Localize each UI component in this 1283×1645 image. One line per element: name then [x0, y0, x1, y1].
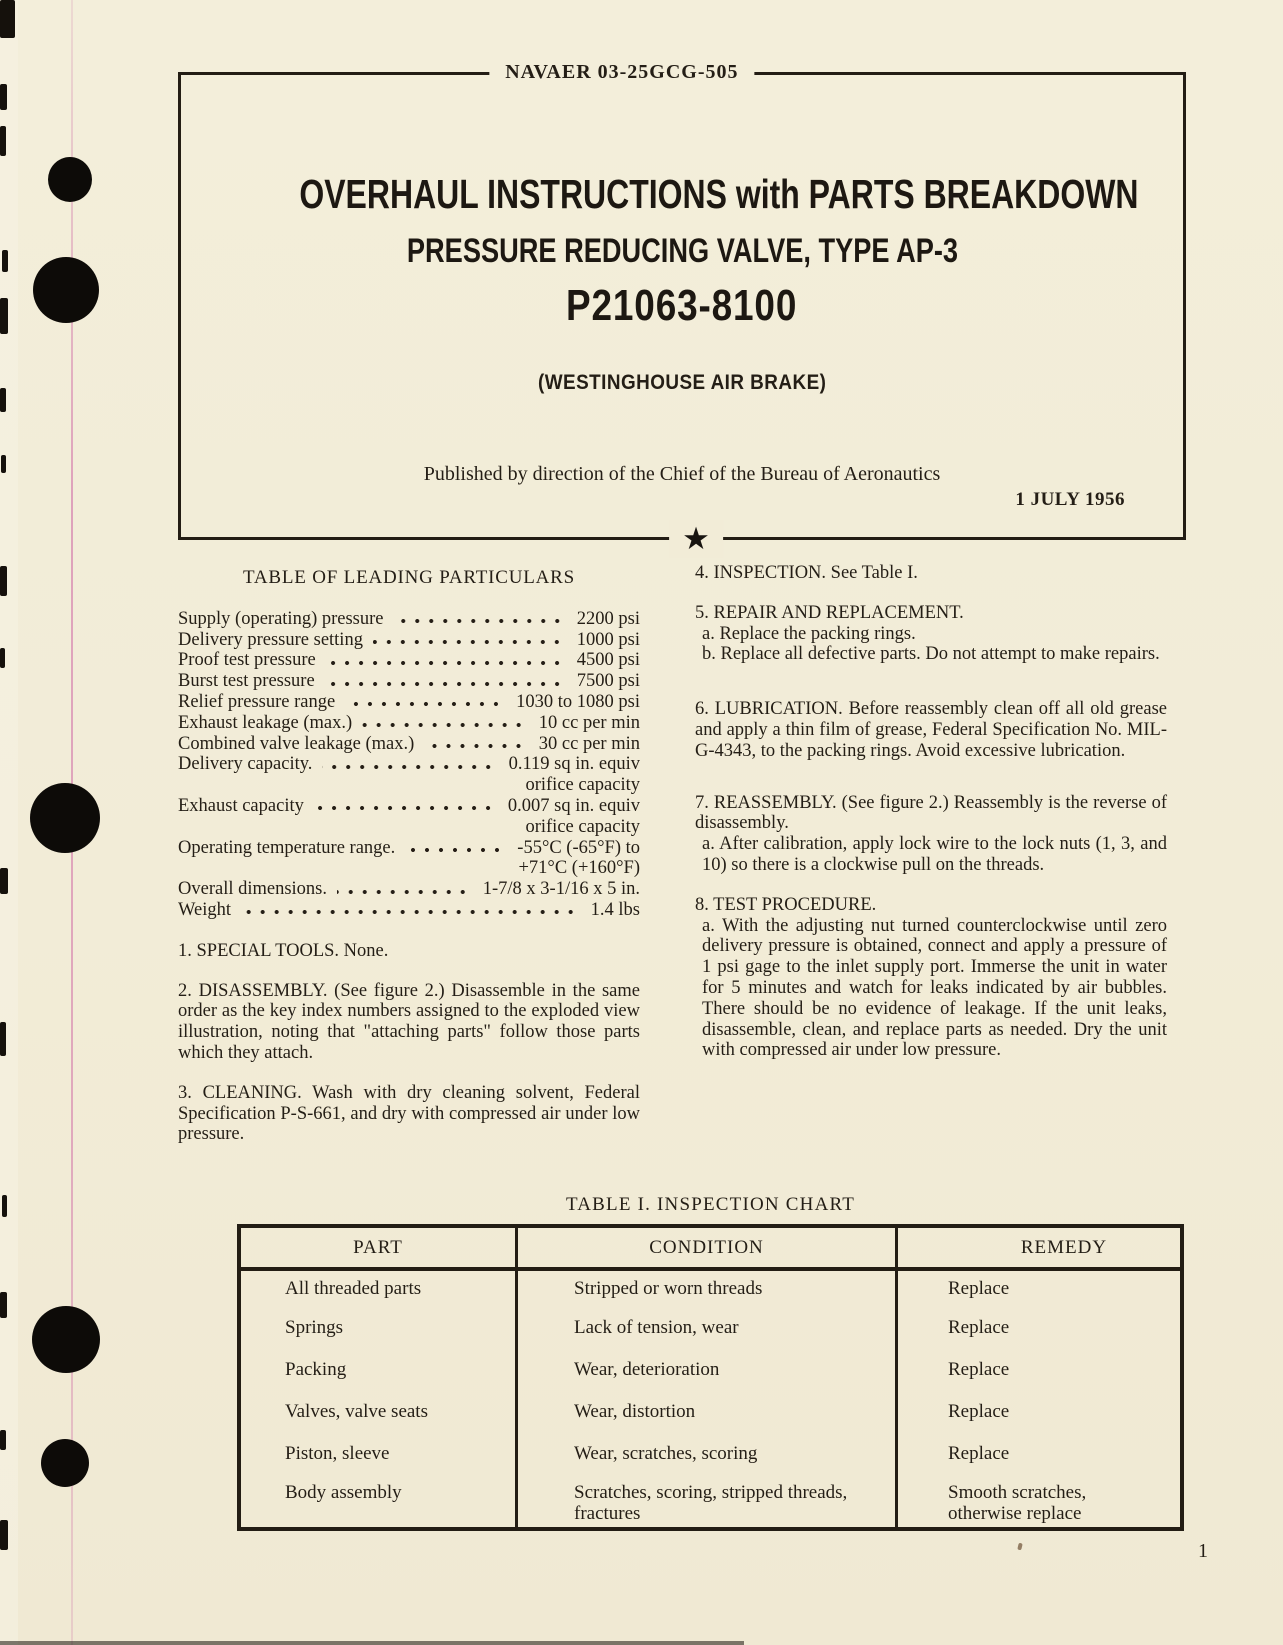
section-repair-replacement	[695, 603, 1167, 665]
inspection-table	[237, 1224, 1184, 1531]
table-cell: Wear, deterioration	[518, 1349, 898, 1391]
binder-edge-mark	[0, 1022, 6, 1056]
table-cell: Lack of tension, wear	[518, 1307, 898, 1349]
table-cell: Stripped or worn threads	[518, 1271, 898, 1307]
document-number: NAVAER 03-25GCG-505	[489, 61, 754, 84]
punch-hole	[33, 257, 99, 323]
table-cell: Packing	[241, 1349, 518, 1391]
table-cell: Piston, sleeve	[241, 1433, 518, 1475]
table-cell: Body assembly	[241, 1475, 518, 1527]
section-inspection: 4. INSPECTION. See Table I.	[695, 563, 918, 583]
binder-edge-mark	[0, 648, 5, 668]
dot-leader	[314, 805, 499, 811]
particular-row: Delivery capacity. 0.119 sq in. equiv	[178, 754, 640, 775]
manufacturer: (WESTINGHOUSE AIR BRAKE)	[537, 371, 827, 394]
dot-leader	[362, 722, 530, 728]
binder-edge-mark	[0, 566, 7, 596]
particular-row: Combined valve leakage (max.) 30 cc per min	[178, 733, 640, 754]
star-icon: ★	[669, 520, 723, 558]
dot-leader	[405, 847, 508, 853]
particular-row: Exhaust capacity 0.007 sq in. equiv	[178, 795, 640, 816]
section-heading: 8. TEST PROCEDURE.	[695, 894, 877, 915]
binder-edge-mark	[0, 1430, 6, 1450]
binder-edge-mark	[0, 84, 7, 110]
table-cell: Springs	[241, 1307, 518, 1349]
punch-hole	[48, 157, 92, 202]
particular-continuation: +71°C (+160°F)	[518, 858, 640, 879]
particular-row: Weight 1.4 lbs	[178, 899, 640, 920]
binder-edge-mark	[0, 1292, 7, 1318]
punch-hole	[30, 783, 100, 853]
table-cell: Replace	[948, 1359, 1010, 1380]
sub-item-a: a. After calibration, apply lock wire to the lock nuts (1, 3, and 10) so there is a clockwise pull on the threads.	[702, 834, 1167, 875]
dot-leader	[337, 889, 474, 895]
column-header-condition: CONDITION	[518, 1228, 898, 1271]
main-title: OVERHAUL INSTRUCTIONS with PARTS BREAKDOWN	[299, 171, 1139, 217]
column-header-remedy: REMEDY	[898, 1228, 1180, 1271]
subtitle: PRESSURE REDUCING VALVE, TYPE AP-3	[406, 232, 958, 270]
section-disassembly: 2. DISASSEMBLY. (See figure 2.) Disassemble in the same order as the key index numbers assigned to the exploded view illustration, noting that "attaching parts" follow those parts which they attach.	[178, 980, 640, 1063]
binder-edge-mark	[1, 455, 6, 473]
particular-row: Relief pressure range 1030 to 1080 psi	[178, 691, 640, 712]
particular-row: Proof test pressure 4500 psi	[178, 650, 640, 671]
punch-hole	[32, 1306, 100, 1373]
particular-row: Burst test pressure 7500 psi	[178, 671, 640, 692]
ink-speck	[1017, 1543, 1023, 1551]
particular-row: Exhaust leakage (max.) 10 cc per min	[178, 712, 640, 733]
table-cell: Replace	[948, 1401, 1010, 1422]
dot-leader	[345, 701, 507, 707]
leading-particulars-heading: TABLE OF LEADING PARTICULARS	[242, 567, 576, 588]
section-special-tools: 1. SPECIAL TOOLS. None.	[178, 940, 389, 961]
dot-leader	[325, 681, 568, 687]
right-column	[695, 563, 1167, 1061]
punch-hole	[41, 1439, 89, 1487]
particular-continuation: orifice capacity	[525, 775, 640, 796]
section-cleaning: 3. CLEANING. Wash with dry cleaning solvent, Federal Specification P-S-661, and dry with compressed air under low pressure.	[178, 1082, 640, 1145]
published-by: Published by direction of the Chief of the Bureau of Aeronautics	[423, 463, 941, 485]
section-heading: 7. REASSEMBLY. (See figure 2.) Reassembly is the reverse of disassembly.	[695, 792, 1167, 834]
table-cell: Valves, valve seats	[241, 1391, 518, 1433]
table-cell: Replace	[948, 1443, 1010, 1464]
page-bottom-edge	[0, 1641, 744, 1645]
table-cell: Smooth scratches, otherwise replace	[948, 1482, 1087, 1524]
page-number: 1	[1198, 1540, 1208, 1562]
table-cell: Scratches, scoring, stripped threads, fractures	[518, 1475, 898, 1527]
section-test-procedure	[695, 895, 1167, 1061]
section-reassembly	[695, 793, 1167, 876]
binder-edge-mark	[0, 1520, 8, 1550]
page-left-edge	[0, 0, 18, 1645]
table-cell: Wear, distortion	[518, 1391, 898, 1433]
binder-edge-mark	[0, 126, 6, 156]
dot-leader	[373, 639, 568, 645]
binder-edge-mark	[2, 250, 8, 272]
binder-edge-mark	[0, 298, 8, 334]
section-lubrication: 6. LUBRICATION. Before reassembly clean off all old grease and apply a thin film of grease, Federal Specification No. MIL-G-4343, to the packing rings. Avoid excessive lubrication.	[695, 699, 1167, 761]
publication-date: 1 JULY 1956	[1015, 489, 1125, 510]
table-cell: Replace	[948, 1317, 1010, 1338]
section-heading: 5. REPAIR AND REPLACEMENT.	[695, 602, 964, 623]
left-column	[178, 568, 640, 1145]
binder-edge-mark	[0, 0, 15, 38]
part-number: P21063-8100	[566, 281, 798, 330]
dot-leader	[394, 618, 568, 624]
dot-leader	[322, 764, 499, 770]
table-cell: Replace	[948, 1278, 1010, 1299]
binder-edge-mark	[2, 1195, 7, 1217]
particular-row: Supply (operating) pressure 2200 psi	[178, 608, 640, 629]
table-cell: Wear, scratches, scoring	[518, 1433, 898, 1475]
table-cell: All threaded parts	[241, 1271, 518, 1307]
particular-row: Overall dimensions. 1-7/8 x 3-1/16 x 5 in.	[178, 879, 640, 900]
dot-leader	[326, 660, 568, 666]
sub-item-a: a. Replace the packing rings.	[702, 623, 916, 644]
particular-row: Operating temperature range. -55°C (-65°F) to	[178, 837, 640, 858]
title-box	[178, 61, 1186, 556]
inspection-table-title: TABLE I. INSPECTION CHART	[565, 1194, 856, 1215]
dot-leader	[424, 743, 529, 749]
particular-continuation: orifice capacity	[525, 816, 640, 837]
sub-item-a: a. With the adjusting nut turned counterclockwise until zero delivery pressure is obtained, connect and apply a pressure of 1 psi gage to the inlet supply port. Immerse the unit in water for 5 minutes and watch for leaks indicated by air bubbles. There should be no evidence of leakage. If the unit leaks, disassemble, clean, and replace parts as needed. Dry the unit with compressed air under low pressure.	[702, 915, 1167, 1061]
particular-row: Delivery pressure setting 1000 psi	[178, 629, 640, 650]
sub-item-b: b. Replace all defective parts. Do not attempt to make repairs.	[702, 644, 1160, 665]
column-header-part: PART	[241, 1228, 518, 1271]
binder-edge-mark	[0, 388, 6, 412]
binder-edge-mark	[0, 868, 8, 894]
dot-leader	[241, 909, 582, 915]
